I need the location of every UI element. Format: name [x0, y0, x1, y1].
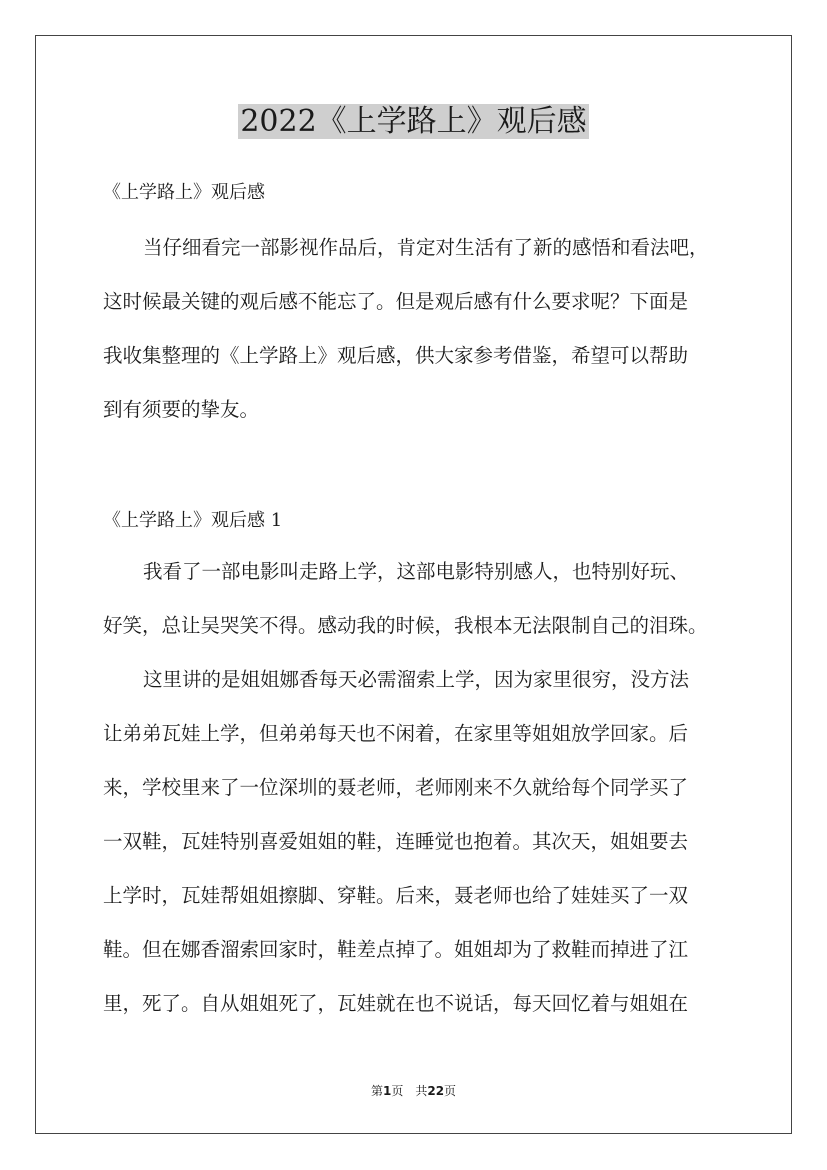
intro-paragraph — [103, 221, 709, 437]
paragraph-line: 里，死了。自从姐姐死了，瓦娃就在也不说话，每天回忆着与姐姐在 — [103, 992, 689, 1015]
section1-heading: 《上学路上》观后感 1 — [103, 510, 283, 531]
paragraph-line: 一双鞋，瓦娃特别喜爱姐姐的鞋，连睡觉也抱着。其次天，姐姐要去 — [103, 830, 689, 853]
paragraph-line: 到有须要的挚友。 — [103, 398, 260, 421]
paragraph-line: 上学时，瓦娃帮姐姐擦脚、穿鞋。后来，聂老师也给了娃娃买了一双 — [103, 884, 689, 907]
page-prefix: 第 — [370, 1084, 383, 1098]
paragraph-line: 让弟弟瓦娃上学，但弟弟每天也不闲着，在家里等姐姐放学回家。后 — [103, 722, 689, 745]
section1-paragraph-2 — [103, 653, 689, 1031]
paragraph-line: 我看了一部电影叫走路上学，这部电影特别感人，也特别好玩、 — [143, 560, 690, 583]
total-prefix: 共 — [415, 1084, 428, 1098]
total-suffix: 页 — [444, 1084, 457, 1098]
paragraph-line: 好笑，总让吴哭笑不得。感动我的时候，我根本无法限制自己的泪珠。 — [103, 614, 708, 637]
paragraph-line: 这时候最关键的观后感不能忘了。但是观后感有什么要求呢？下面是 — [103, 290, 689, 313]
page-current: 1 — [382, 1084, 392, 1098]
section1-paragraph-1 — [103, 545, 708, 653]
page-footer — [0, 1082, 827, 1100]
intro-heading: 《上学路上》观后感 — [103, 182, 265, 203]
paragraph-line: 我收集整理的《上学路上》观后感，供大家参考借鉴，希望可以帮助 — [103, 344, 689, 367]
paragraph-line: 当仔细看完一部影视作品后，肯定对生活有了新的感悟和看法吧， — [143, 236, 709, 259]
paragraph-line: 这里讲的是姐姐娜香每天必需溜索上学，因为家里很穷，没方法 — [143, 668, 690, 691]
page-total: 22 — [427, 1084, 445, 1098]
document-title — [0, 100, 827, 144]
document-title-text: 2022《上学路上》观后感 — [240, 104, 587, 139]
page-suffix: 页 — [391, 1084, 404, 1098]
paragraph-line: 来，学校里来了一位深圳的聂老师，老师刚来不久就给每个同学买了 — [103, 776, 689, 799]
paragraph-line: 鞋。但在娜香溜索回家时，鞋差点掉了。姐姐却为了救鞋而掉进了江 — [103, 938, 689, 961]
